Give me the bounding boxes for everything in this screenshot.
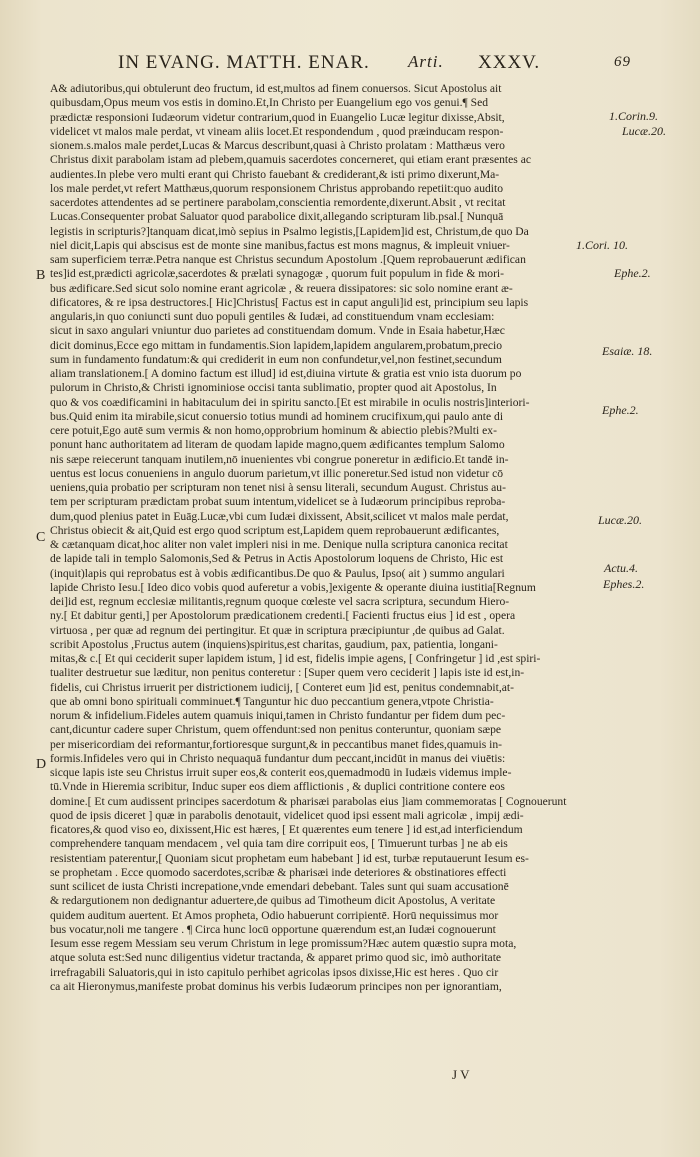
text-line: bus.Quid enim ita mirabile,sicut conuersio totius mundi ad hominem crucifixum,qui paulo ante di [50, 409, 504, 423]
text-line: comprehendere tanquam mendacem , vel quia tam dire corripuit eos, [ Timuerunt turbas ] ne ab eis [50, 837, 508, 851]
text-line: tualiter destruetur sue læditur, non penitus conteretur : [Super quem vero ceciderit ] lapis iste id est,in- [50, 666, 525, 680]
text-line: Christus dixit parabolam istam ad plebem,quamuis sacerdotes concerneret, qui etiam erant præsentes ac [50, 153, 531, 167]
text-line: scribit Apostolus ,Fructus autem (inquiens)spiritus,est charitas, gaudium, pax, patientia, longani- [50, 637, 498, 651]
text-line: dum,quod plenius patet in Euāg.Lucæ,vbi cum Iudæi dixissent, Absit,scilicet vt malos male perdat, [50, 509, 509, 523]
text-line: sunt scilicet de iusta Christi increpatione,vnde emendari debebant. Tales sunt qui suam accusationē [50, 880, 509, 893]
text-line: legistis in scripturis?]tanquam dicat,imò sepius in Psalmo legistis,[Lapidem]id est, Christum,de quo Da [50, 224, 529, 238]
text-line: se prophetam . Ecce quomodo sacerdotes,scribæ & pharisæi inde deteriores & obstinatiores effecti [50, 865, 507, 879]
margin-note: Lucæ.20. [622, 124, 667, 138]
text-line: sicque lapis iste seu Christus irruit super eos,& conterit eos,quemadmodū in Iudæis videmus imple- [50, 766, 512, 779]
text-line: ficatores,& quod viso eo, dixissent,Hic est hæres, [ Et quærentes eum tenere ] id est,ad interficiendum [50, 823, 523, 836]
text-line: dei]id est, regnum ecclesiæ militantis,regnum quoque cœleste vel sacra scriptura, secundum Hiero- [50, 595, 510, 608]
text-line: uentus est locus conueniens in angulo duorum parietum,vt illic poneretur.Sed istud non videtur cō [50, 466, 504, 480]
running-header [118, 52, 638, 76]
text-line: sacerdotes attendentes ad se pertinere parabolam,conscientia remordente,dixerunt.Absit , vt recitat [50, 196, 506, 209]
text-line: mitas,& c.[ Et qui ceciderit super lapidem istum, ] id est, fidelis impie agens, [ Confringetur ] id ,est spiri- [50, 652, 541, 665]
text-line: Iesum esse regem Messiam seu verum Christum in lege promissum?Hæc autem quæstio supra mota, [50, 937, 517, 950]
text-line: sum in fundamento fundatum:& qui crediderit in eum non confundetur,vel,non festinet,secundum [50, 352, 502, 366]
text-line: quidem auditum auertent. Et Amos propheta, Odio habuerunt corripientē. Horū nequissimus mor [50, 908, 499, 922]
text-line: quo & vos coædificamini in habitaculum dei in spiritu sancto.[Et est mirabile in oculis nostris]interiori- [50, 395, 530, 409]
text-line: tū.Vnde in Hieremia scribitur, Induc super eos diem afflictionis , & duplici contritione contere eos [50, 780, 505, 794]
text-line: dificatores, & re ipsa destructores.[ Hic]Christus[ Factus est in caput anguli]id est, principium seu lapis [50, 295, 529, 309]
text-line: bus ædificare.Sed sicut solo nomine erant agricolæ , & reuera dissipatores: sic solo nomine erant æ- [50, 281, 513, 295]
text-line: pulorum in Christo,& Christi ignominiose occisi tanta sublimatio, propter quod ait Apostolus, In [50, 381, 497, 395]
text-line: sicut in saxo angulari vniuntur duo parietes ad constituendam domum. Vnde in Esaia habetur,Hæc [50, 324, 505, 338]
text-line: nis sæpe reiecerunt tanquam inutilem,nō inuenientes vbi congrue poneretur in ædificio.Et tandē in- [50, 452, 509, 466]
text-line: sionem.s.malos male perdet,Lucas & Marcus describunt,quasi à Christo prolatam : Matthæus vero [50, 139, 505, 152]
text-line: videlicet vt malos male perdat, vt vineam aliis locet.Et respondendum , quod præinducam respon- [50, 124, 504, 138]
text-line: ny.[ Et dabitur genti,] per Apostolorum prædicationem credenti.[ Facienti fructus eius ] id est , opera [50, 609, 516, 623]
text-line: virtuosa , per quæ ad regnum dei pertingitur. Et quæ in scriptura præcipiuntur ,de quibus ad Galat. [50, 623, 505, 637]
text-line: Christus obiecit & ait,Quid est ergo quod scriptum est,Lapidem quem reprobauerunt ædificantes, [50, 523, 500, 537]
text-line: formis.Infideles vero qui in Christo nequaquā fundantur dum peccant,incidūt in manus dei viuētis: [50, 751, 506, 765]
text-line: quod de ipsis diceret ] quæ in parabolis denotauit, videlicet quod ipsi essent mali agricolæ , impij ædi- [50, 808, 524, 822]
margin-note: Ephes.2. [603, 577, 645, 591]
margin-note: 1.Corin.9. [609, 109, 659, 123]
text-line: ponunt hanc authoritatem ad literam de quodam lapide magno,quem ædificantes templum Salomo [50, 438, 505, 452]
margin-note: Actu.4. [604, 561, 638, 575]
text-line: fidelis, cui Christus irruerit per districtionem iudicij, [ Conteret eum ]id est, penitus condemnabit,at- [50, 680, 514, 694]
running-subtitle: Arti. [408, 52, 444, 71]
text-line: norum & infidelium.Fideles autem quamuis iniqui,tamen in Christo fundantur per fidem dum pec- [50, 709, 506, 722]
text-line: prædictæ responsioni Iudæorum videtur contrarium,quod in Euangelio Lucæ legitur dixisse,Absit, [50, 110, 505, 124]
text-line: lapide Christo Iesu.[ Ideo dico vobis quod auferetur a vobis,]exigente & operante diuina iustitia[Regnum [50, 580, 536, 594]
article-numeral: XXXV. [478, 52, 541, 73]
text-line: de lapide tali in templo Salomonis,Sed & Petrus in Actis Apostolorum loquens de Christo, Hic est [50, 552, 504, 566]
margin-note: Lucæ.20. [598, 513, 643, 527]
text-line: & redargutionem non dedignantur aduertere,de quibus ad Timotheum dicit Apostolus, A veritate [50, 894, 496, 908]
text-line: domine.[ Et cum audissent principes sacerdotum & pharisæi parabolas eius ]iam commemoratas [ Cognouerunt [50, 794, 567, 808]
text-line: bus vocatur,noli me tangere . ¶ Circa hunc locū opportune quærendum est,an Iudæi cognouerunt [50, 922, 496, 936]
margin-note: Ephe.2. [602, 403, 639, 417]
section-letter: C [36, 530, 46, 545]
section-letter: D [36, 757, 47, 772]
text-line: niel dicit,Lapis qui abscisus est de monte sine manibus,factus est mons magnus, & impleuit vniuer- [50, 238, 510, 252]
margin-note: Esaiæ. 18. [602, 344, 653, 358]
margin-note: Ephe.2. [614, 266, 651, 280]
signature-mark: J V [452, 1067, 470, 1082]
text-line: & cætanquam dicat,hoc aliter non valet impleri nisi in me. Denique nulla scriptura canonica recitat [50, 538, 508, 551]
text-line: irrefragabili Saluatoris,qui in isto capitulo perhibet agricolas ipsos dixisse,Hic est heres . Quo cir [50, 965, 499, 979]
text-line: Lucas.Consequenter probat Saluator quod parabolice dixit,allegando scripturam lib.psal.[ Nunquā [50, 210, 504, 224]
text-line: tem per scripturam prædictam probat suum intentum,videlicet se à Iudæorum principibus reproba- [50, 495, 506, 509]
text-line: per misericordiam dei reformantur,fortioresque surgunt,& in peccantibus manet fides,quamuis in- [50, 737, 502, 751]
text-line: quibusdam,Opus meum vos estis in domino.Et,In Christo per Euangelium ego vos genui.¶ Sed [50, 96, 489, 110]
text-line: A& adiutoribus,qui obtulerunt deo fructum, id est,multos ad finem conuersos. Sicut Apostolus ait [50, 82, 502, 95]
text-line: aliam translationem.[ A domino factum est illud] id est,diuina virtute & gratia est vnio ista duorum po [50, 367, 522, 380]
text-line: audientes.In plebe vero multi erant qui Christo fauebant & crediderant,& isti primo dixerunt,Ma- [50, 167, 500, 181]
margin-note: 1.Cori. 10. [576, 238, 629, 252]
text-line: (inquit)lapis qui reprobatus est à vobis ædificantibus.De quo & Paulus, Ipso( ait ) summo angulari [50, 566, 505, 580]
text-line: angularis,in quo coniuncti sunt duo populi gentiles & Iudæi, ad constituendum vnam ecclesiam: [50, 310, 495, 323]
text-line: ca ait Hieronymus,manifeste probat dominus his verbis Iudæorum principes non per ignorantiam, [50, 979, 502, 993]
text-line: ueniens,quia probatio per scripturam non tenet nisi à sensu literali, secundum August. Christus au- [50, 481, 506, 494]
text-block [50, 82, 596, 1082]
folio-number: 69 [614, 54, 631, 70]
text-line: cere potuit,Ego autē sum vermis & non homo,opprobrium hominum & abiectio plebis?Multi ex- [50, 424, 497, 437]
text-line: cant,dicuntur cadere super Christum, quem offendunt:sed non penitus conteruntur, quoniam sæpe [50, 723, 502, 737]
text-line: dicit dominus,Ecce ego mittam in fundamentis.Sion lapidem,lapidem angularem,probatum,precio [50, 338, 503, 352]
section-letter: B [36, 268, 46, 283]
text-line: resistentiam paterentur,[ Quoniam sicut prophetam eum habebant ] id est, turbæ reputauerunt Iesum es- [50, 851, 529, 865]
text-line: los male perdet,vt refert Matthæus,quorum responsionem Christus approbando repetiit:quo audito [50, 181, 504, 195]
text-line: atque soluta est:Sed nunc diligentius videtur tractanda, & apparet primo quod sic, imò authoritate [50, 951, 502, 965]
running-title: IN EVANG. MATTH. ENAR. [118, 52, 370, 73]
text-line: tes]id est,prædicti agricolæ,sacerdotes & prælati synagogæ , quorum fuit populum in fide & mori- [50, 267, 505, 281]
text-line: que ab omni bono spirituali comminuet.¶ Tanguntur hic duo peccantium genera,vtpote Christia- [50, 694, 494, 708]
text-line: sam superficiem terræ.Petra nanque est Christus secundum Apostolum .[Quem reprobauerunt ædifican [50, 253, 526, 266]
